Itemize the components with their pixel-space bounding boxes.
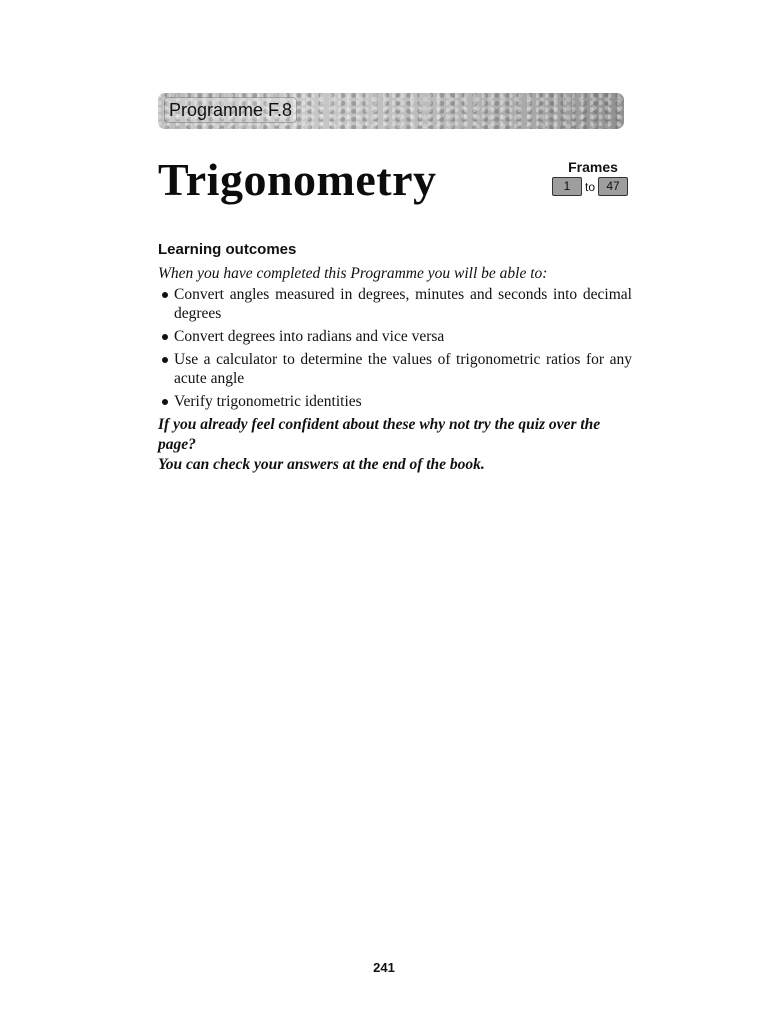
list-item: Verify trigonometric identities: [158, 392, 632, 411]
list-item: Convert angles measured in degrees, minutes and seconds into decimal degrees: [158, 285, 632, 323]
quiz-prompt: [158, 415, 632, 475]
page-number: 241: [373, 960, 395, 975]
chapter-title: Trigonometry: [158, 154, 437, 205]
learning-outcomes-intro: When you have completed this Programme you will be able to:: [158, 265, 548, 282]
frames-label: Frames: [568, 159, 618, 175]
quiz-prompt-line-1: If you already feel confident about these why not try the quiz over the page?: [158, 416, 601, 453]
list-item: Convert degrees into radians and vice versa: [158, 327, 632, 346]
programme-label: Programme F.8: [164, 97, 297, 123]
frame-end-box: 47: [598, 177, 628, 196]
list-item: Use a calculator to determine the values of trigonometric ratios for any acute angle: [158, 350, 632, 388]
frames-indicator: [548, 158, 628, 196]
frames-range: [548, 177, 628, 196]
programme-banner: [158, 93, 624, 129]
frame-start-box: 1: [552, 177, 582, 196]
learning-outcomes-list: [158, 285, 632, 411]
learning-outcomes-heading: Learning outcomes: [158, 241, 297, 258]
quiz-prompt-line-2: You can check your answers at the end of the book.: [158, 456, 485, 473]
frames-separator: to: [584, 179, 595, 194]
learning-outcomes-section: [158, 240, 632, 475]
